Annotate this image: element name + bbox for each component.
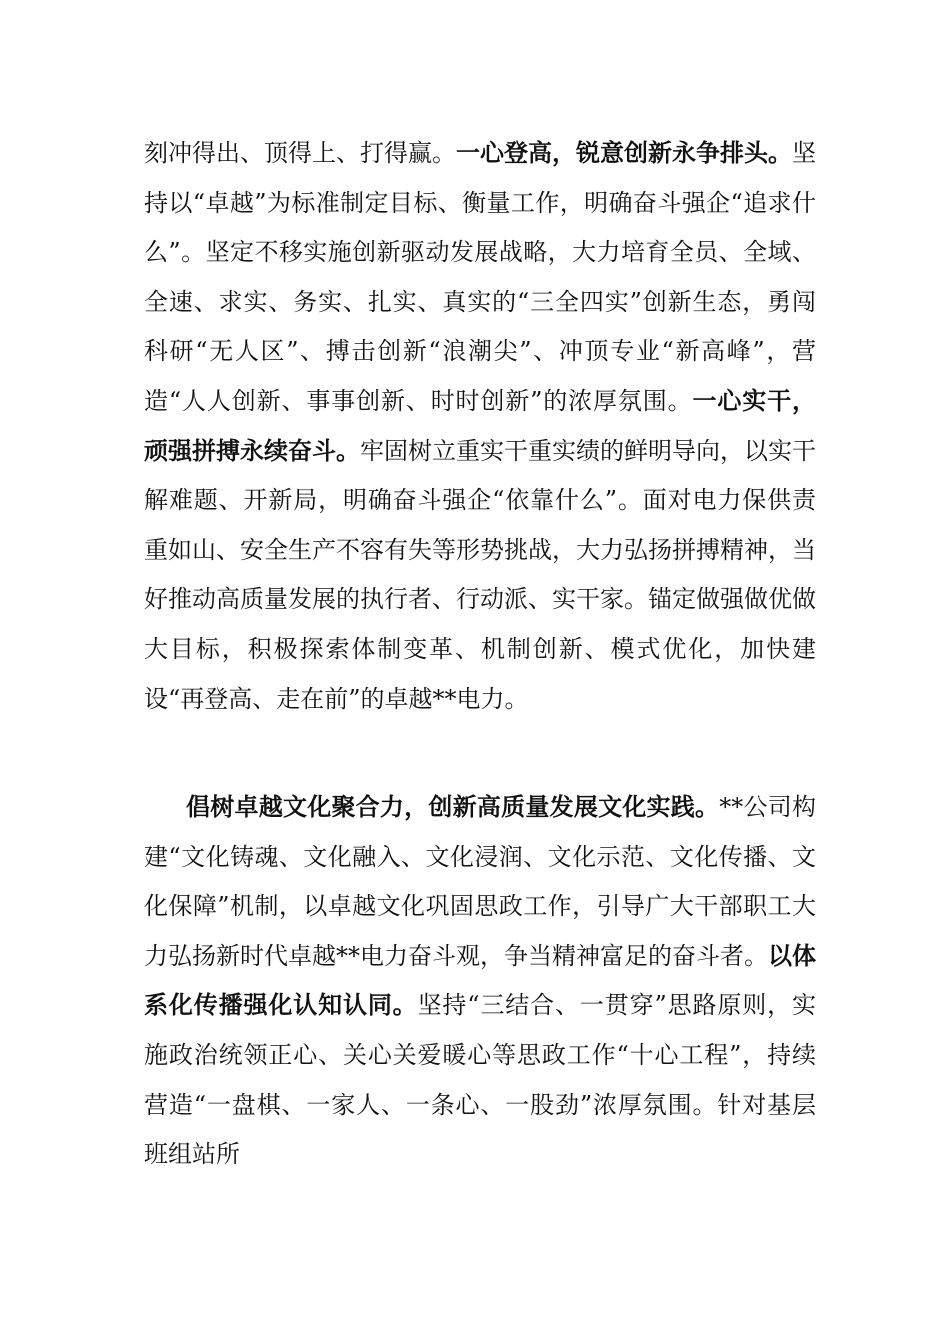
- paragraph-1-text-2: 坚持以“卓越”为标准制定目标、衡量工作，明确奋斗强企“追求什么”。坚定不移实施创新驱动发展战略，大力培育全员、全域、全速、求实、务实、扎实、真实的“三全四实”创新生态，勇闯科研“无人区”、搏击创新“浪潮尖”、冲顶专业“新高峰”，营造“人人创新、事事创新、时时创新”的浓厚氛围。: [144, 139, 816, 415]
- paragraph-1-heading-1: 一心登高，锐意创新永争排头。: [456, 139, 792, 167]
- body-paragraph-2: [144, 783, 816, 1180]
- paragraph-1-text-3: 牢固树立重实干重实绩的鲜明导向，以实干解难题、开新局，明确奋斗强企“依靠什么”。面对电力保供责重如山、安全生产不容有失等形势挑战，大力弘扬拼搏精神，当好推动高质量发展的执行者、行动派、实干家。锚定做强做优做大目标，积极探索体制变革、机制创新、模式优化，加快建设“再登高、走在前”的卓越**电力。: [144, 436, 816, 713]
- paragraph-1-text-1: 刻冲得出、顶得上、打得赢。: [144, 139, 456, 167]
- paragraph-1-heading-2: 一心实干，顽强拼搏永续奋斗。: [144, 386, 817, 465]
- body-paragraph-1: [144, 129, 816, 724]
- paragraph-2-text-2: 坚持“三结合、一贯穿”思路原则，实施政治统领正心、关心关爱暖心等思政工作“十心工程”，持续营造“一盘棋、一家人、一条心、一股劲”浓厚氛围。针对基层班组站所: [144, 991, 816, 1169]
- paragraph-2-heading-2: 以体系化传播强化认知认同。: [144, 941, 816, 1020]
- paragraph-2-heading-1: 倡树卓越文化聚合力，创新高质量发展文化实践。: [186, 793, 720, 821]
- paragraph-2-text-1: **公司构建“文化铸魂、文化融入、文化浸润、文化示范、文化传播、文化保障”机制，以卓越文化巩固思政工作，引导广大干部职工大力弘扬新时代卓越**电力奋斗观，争当精神富足的奋斗者。: [144, 793, 817, 970]
